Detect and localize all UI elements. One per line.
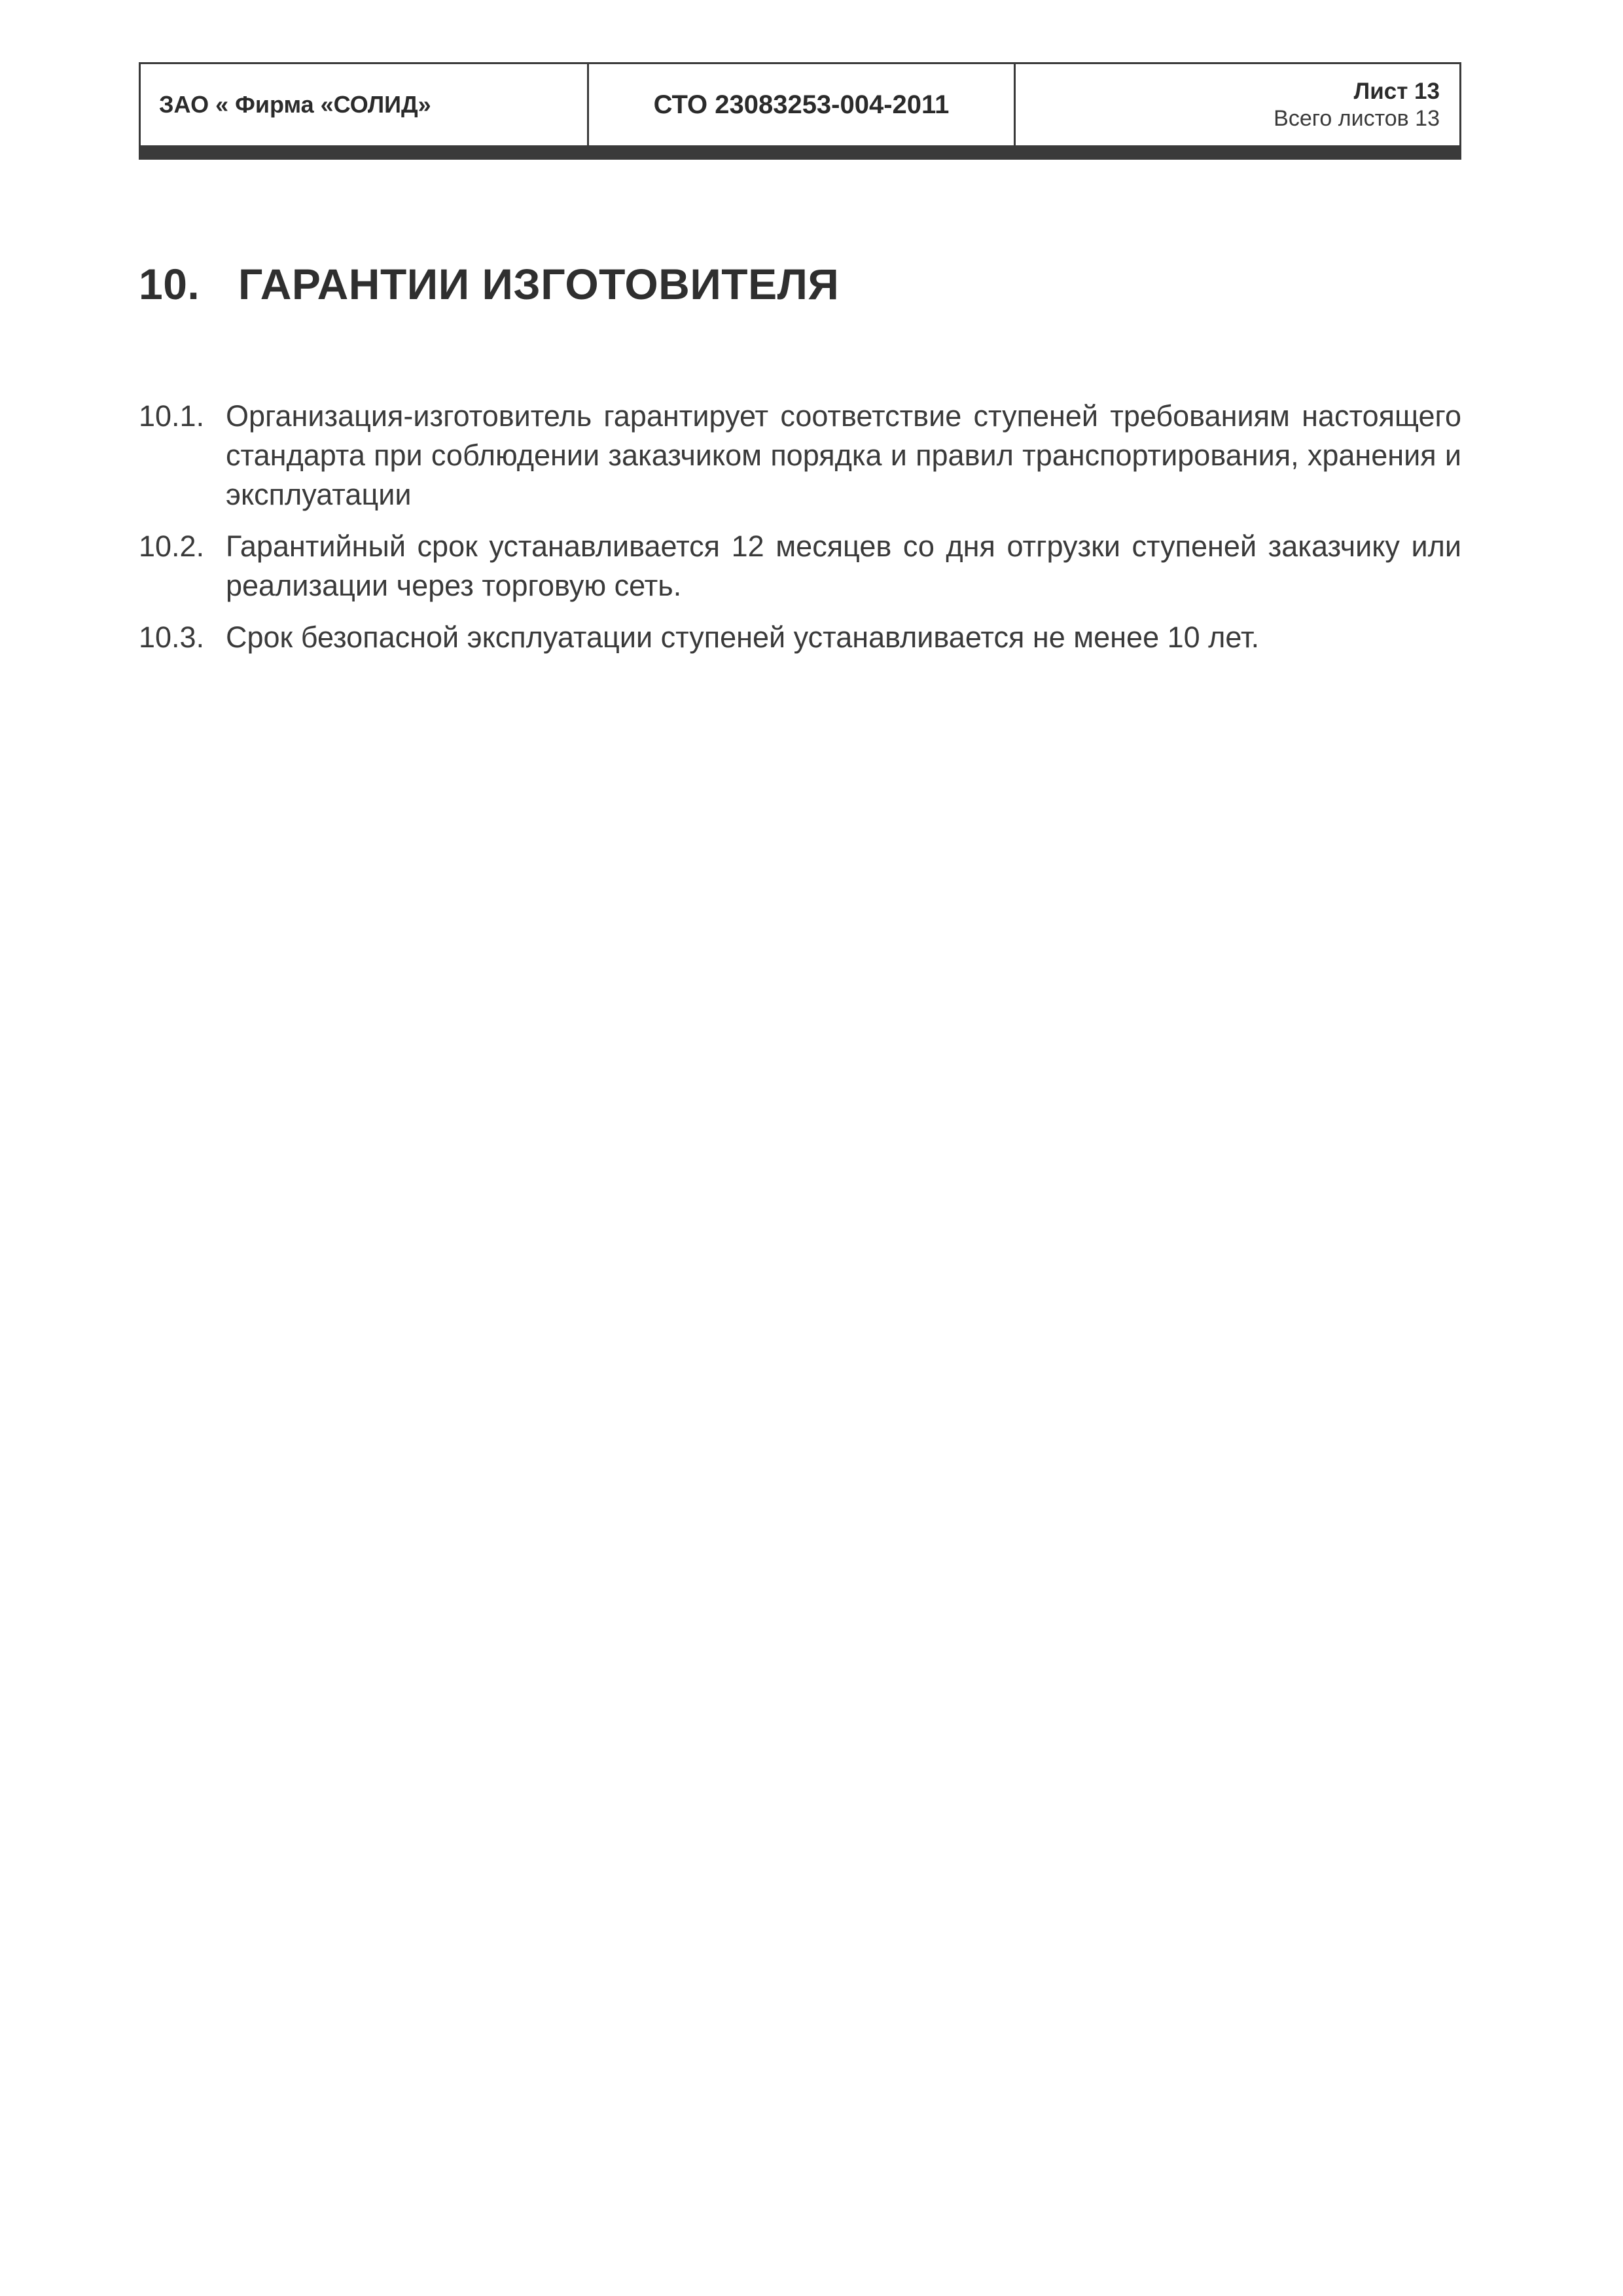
- clause-item: [139, 618, 1461, 657]
- document-header: [139, 62, 1461, 145]
- sheet-number: Лист 13: [1353, 79, 1440, 104]
- section-heading: [139, 259, 839, 309]
- clause-number: 10.2.: [139, 529, 205, 563]
- section-title: ГАРАНТИИ ИЗГОТОВИТЕЛЯ: [238, 260, 840, 308]
- sheet-info: [1016, 64, 1459, 145]
- clause-item: [139, 397, 1461, 514]
- section-number: 10.: [139, 260, 200, 308]
- company-name: ЗАО « Фирма «СОЛИД»: [141, 64, 589, 145]
- clause-text: Срок безопасной эксплуатации ступеней устанавливается не менее 10 лет.: [226, 620, 1260, 654]
- total-sheets: Всего листов 13: [1274, 106, 1440, 131]
- standard-code: СТО 23083253-004-2011: [589, 64, 1016, 145]
- clause-number: 10.3.: [139, 620, 205, 654]
- clause-text: Организация-изготовитель гарантирует соответствие ступеней требованиям настоящего стандарта при соблюдении заказчиком порядка и правил транспортирования, хранения и эксплуатации: [226, 399, 1461, 511]
- clause-number: 10.1.: [139, 399, 205, 433]
- clause-item: [139, 527, 1461, 605]
- header-divider: [139, 145, 1461, 160]
- clause-list: [139, 397, 1461, 670]
- clause-text: Гарантийный срок устанавливается 12 месяцев со дня отгрузки ступеней заказчику или реализации через торговую сеть.: [226, 529, 1461, 602]
